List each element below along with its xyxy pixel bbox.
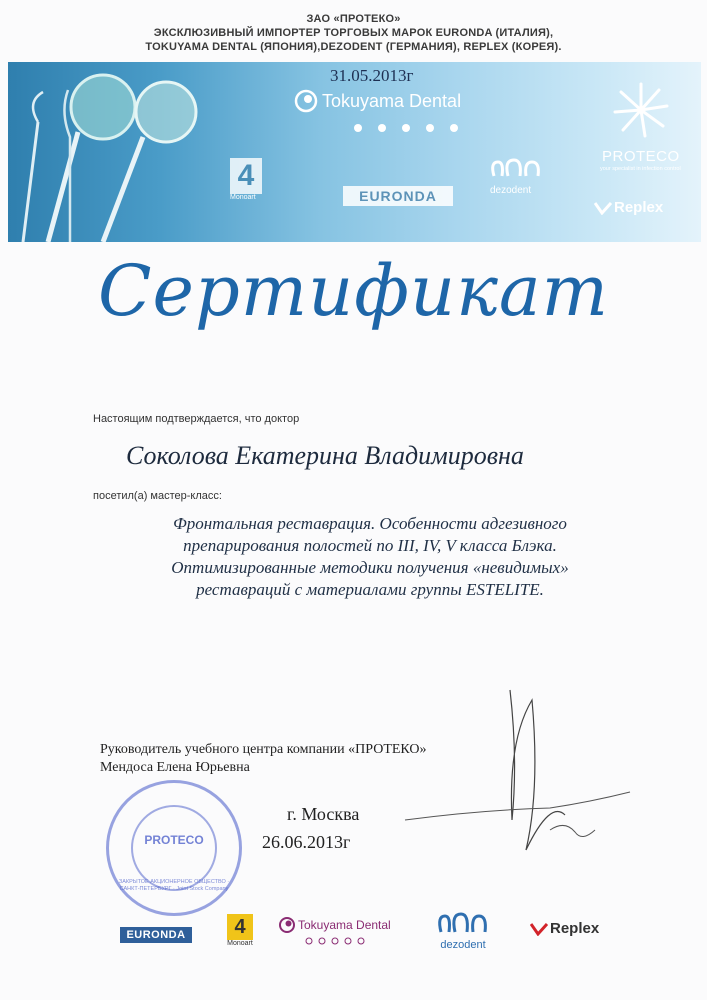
completion-date: 26.06.2013г [262, 832, 351, 852]
dezodent-teeth-icon [486, 158, 546, 180]
logo-banner [8, 62, 701, 242]
dezodent-logo [486, 158, 546, 196]
header-line-3: TOKUYAMA DENTAL (ЯПОНИЯ),DEZODENT (ГЕРМАНИЯ), REPLEX (КОРЕЯ). [145, 41, 562, 53]
replex-mark-icon [594, 201, 612, 215]
course-line-2: препарирования полостей по III, IV, V класса Блэка. [183, 536, 557, 555]
header-line-2: ЭКСКЛЮЗИВНЫЙ ИМПОРТЕР ТОРГОВЫХ МАРОК EURONDA (ИТАЛИЯ), [153, 27, 554, 39]
company-stamp [106, 780, 242, 916]
tokuyama-logo-text: Tokuyama Dental [322, 90, 462, 111]
tokuyama-dots-icon [350, 122, 470, 134]
replex-logo-text: Replex [614, 199, 664, 216]
footer-tokuyama-logo [278, 916, 391, 934]
footer-dezodent-teeth-icon [433, 912, 493, 934]
tokuyama-circle-icon [294, 89, 318, 113]
dental-instruments-illustration [8, 62, 238, 242]
issue-date: 31.05.2013г [330, 66, 414, 85]
dezodent-logo-text: dezodent [490, 185, 532, 196]
course-line-3: Оптимизированные методики получения «невидимых» [171, 558, 569, 577]
course-description [110, 513, 630, 601]
footer-replex-mark-icon [530, 922, 548, 936]
attended-text: посетил(а) мастер-класс: [93, 490, 222, 502]
signature [400, 680, 640, 870]
footer-replex-text: Replex [550, 920, 600, 937]
footer-dezodent-text: dezodent [440, 939, 486, 951]
monoart-logo [230, 158, 262, 201]
certificate-title: Сертификат [97, 250, 610, 332]
footer-dezodent-logo [428, 912, 498, 951]
proteco-burst-icon [611, 80, 671, 140]
header-line-1: ЗАО «ПРОТЕКО» [306, 13, 401, 25]
proteco-logo-text: PROTECO [602, 148, 680, 165]
signatory-role: Руководитель учебного центра компании «ПРОТЕКО» [100, 742, 427, 757]
footer-tokuyama-text: Tokuyama Dental [298, 918, 391, 932]
footer-monoart-logo [222, 914, 258, 947]
footer-euronda-text: EURONDA [120, 927, 191, 943]
footer-tokuyama-circle-icon [278, 916, 296, 934]
stamp-ring-text: ЗАКРЫТОЕ АКЦИОНЕРНОЕ ОБЩЕСТВО · САНКТ-ПЕТЕРБУРГ · Joint Stock Company [118, 879, 230, 892]
footer-monoart-4-icon: 4 [227, 914, 253, 940]
city: г. Москва [287, 804, 360, 824]
tokuyama-logo [294, 89, 461, 113]
signatory-name: Мендоса Елена Юрьевна [100, 760, 250, 775]
footer-monoart-text: Monoart [227, 940, 253, 947]
replex-logo [594, 199, 663, 216]
monoart-4-icon: 4 [230, 158, 262, 194]
recipient-name: Соколова Екатерина Владимировна [126, 441, 524, 470]
footer-tokuyama-dots-icon [304, 936, 368, 946]
confirm-text: Настоящим подтверждается, что доктор [93, 413, 300, 425]
euronda-logo: EURONDA [343, 186, 453, 206]
proteco-tagline: your specialist in infection control [600, 166, 681, 172]
footer-euronda-logo [120, 915, 192, 955]
course-line-4: реставраций с материалами группы ESTELITE. [196, 580, 544, 599]
course-line-1: Фронтальная реставрация. Особенности адгезивного [173, 514, 567, 533]
monoart-logo-text: Monoart [230, 194, 256, 201]
stamp-center-text: PROTECO [144, 833, 204, 847]
footer-replex-logo [530, 920, 599, 937]
